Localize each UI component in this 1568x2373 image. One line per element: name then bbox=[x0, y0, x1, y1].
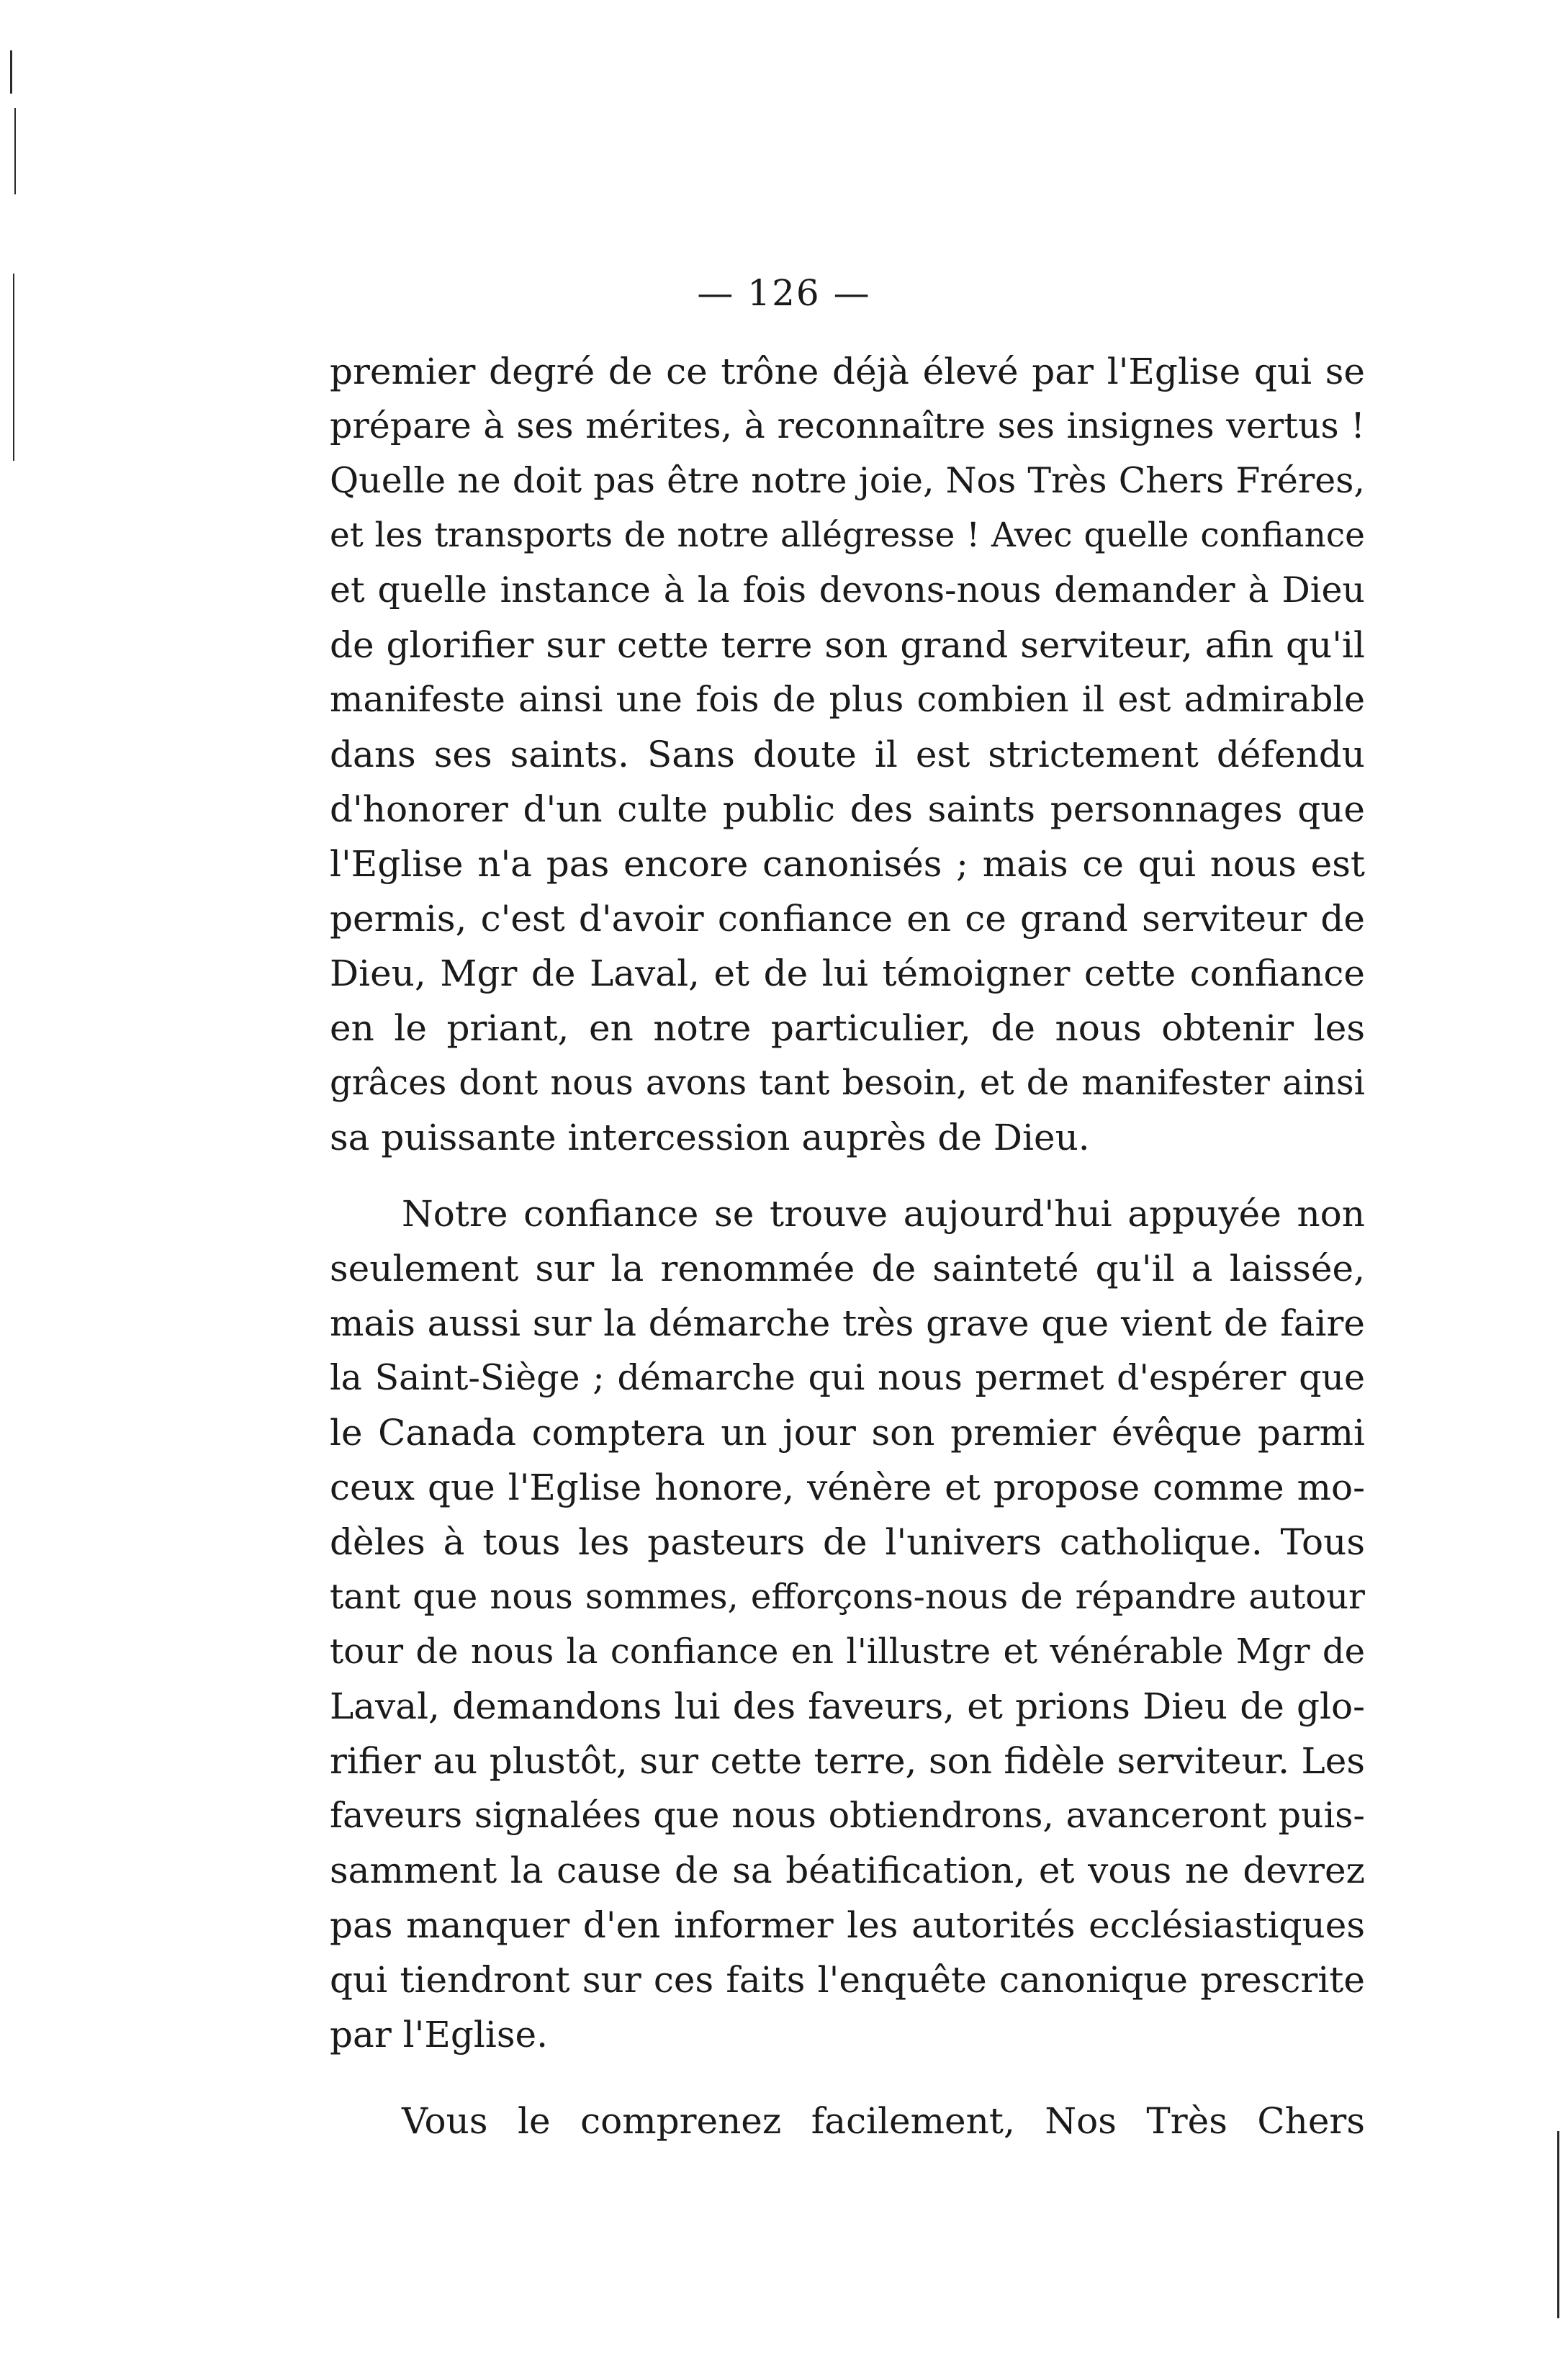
paragraph-3 bbox=[330, 2094, 1365, 2148]
right-margin-scan-line bbox=[1557, 2131, 1559, 2318]
text-line: tant que nous sommes, efforçons-nous de répandre autour bbox=[330, 1577, 1365, 1617]
text-line: prépare à ses mérites, à reconnaître ses insignes vertus ! bbox=[330, 405, 1365, 446]
text-line: Dieu, Mgr de Laval, et de lui témoigner cette confiance bbox=[330, 953, 1365, 994]
text-line: seulement sur la renommée de sainteté qu'il a laissée, bbox=[330, 1248, 1365, 1289]
text-line: sa puissante intercession auprès de Dieu. bbox=[330, 1117, 1090, 1158]
text-line: tour de nous la confiance en l'illustre et vénérable Mgr de bbox=[330, 1631, 1365, 1672]
text-line: d'honorer d'un culte public des saints personnages que bbox=[330, 788, 1365, 830]
paragraph-2 bbox=[330, 1186, 1365, 2062]
paragraph-1 bbox=[330, 344, 1365, 1165]
text-line: faveurs signalées que nous obtiendrons, avanceront puis- bbox=[330, 1795, 1365, 1836]
body-text bbox=[330, 344, 1365, 2148]
text-line: dans ses saints. Sans doute il est strictement défendu bbox=[330, 734, 1365, 775]
text-line: permis, c'est d'avoir confiance en ce grand serviteur de bbox=[330, 898, 1365, 940]
left-margin-scan-line bbox=[14, 108, 16, 194]
text-line: pas manquer d'en informer les autorités ecclésiastiques bbox=[330, 1904, 1365, 1946]
text-line: samment la cause de sa béatification, et vous ne devrez bbox=[330, 1850, 1365, 1891]
text-line: de glorifier sur cette terre son grand serviteur, afin qu'il bbox=[330, 624, 1365, 666]
text-line: l'Eglise n'a pas encore canonisés ; mais ce qui nous est bbox=[330, 843, 1365, 885]
text-line: Vous le comprenez facilement, Nos Très Chers bbox=[402, 2100, 1365, 2142]
left-margin-scan-line bbox=[10, 50, 12, 94]
text-line: la Saint-Siège ; démarche qui nous permet d'espérer que bbox=[330, 1357, 1365, 1398]
text-line: mais aussi sur la démarche très grave que vient de faire bbox=[330, 1302, 1365, 1344]
text-line: le Canada comptera un jour son premier évêque parmi bbox=[330, 1412, 1365, 1454]
text-line: premier degré de ce trône déjà élevé par l'Eglise qui se bbox=[330, 351, 1365, 392]
paragraph-spacer bbox=[330, 2062, 1365, 2094]
text-line: qui tiendront sur ces faits l'enquête canonique prescrite bbox=[330, 1959, 1365, 2001]
text-line: et les transports de notre allégresse ! Avec quelle confiance bbox=[330, 515, 1365, 555]
text-line: manifeste ainsi une fois de plus combien il est admirable bbox=[330, 679, 1365, 720]
text-line: Notre confiance se trouve aujourd'hui appuyée non bbox=[402, 1193, 1365, 1235]
paragraph-spacer bbox=[330, 1165, 1365, 1186]
page-number: — 126 — bbox=[697, 272, 871, 314]
text-line: rifier au plustôt, sur cette terre, son fidèle serviteur. Les bbox=[330, 1740, 1365, 1782]
text-line: dèles à tous les pasteurs de l'univers catholique. Tous bbox=[330, 1521, 1365, 1563]
text-line: Quelle ne doit pas être notre joie, Nos Très Chers Fréres, bbox=[330, 460, 1365, 501]
text-line: ceux que l'Eglise honore, vénère et propose comme mo- bbox=[330, 1467, 1365, 1508]
text-line: grâces dont nous avons tant besoin, et de manifester ainsi bbox=[330, 1063, 1365, 1103]
text-line: par l'Eglise. bbox=[330, 2014, 548, 2055]
text-line: en le priant, en notre particulier, de nous obtenir les bbox=[330, 1007, 1365, 1049]
text-line: Laval, demandons lui des faveurs, et prions Dieu de glo- bbox=[330, 1685, 1365, 1727]
text-line: et quelle instance à la fois devons-nous demander à Dieu bbox=[330, 569, 1365, 611]
